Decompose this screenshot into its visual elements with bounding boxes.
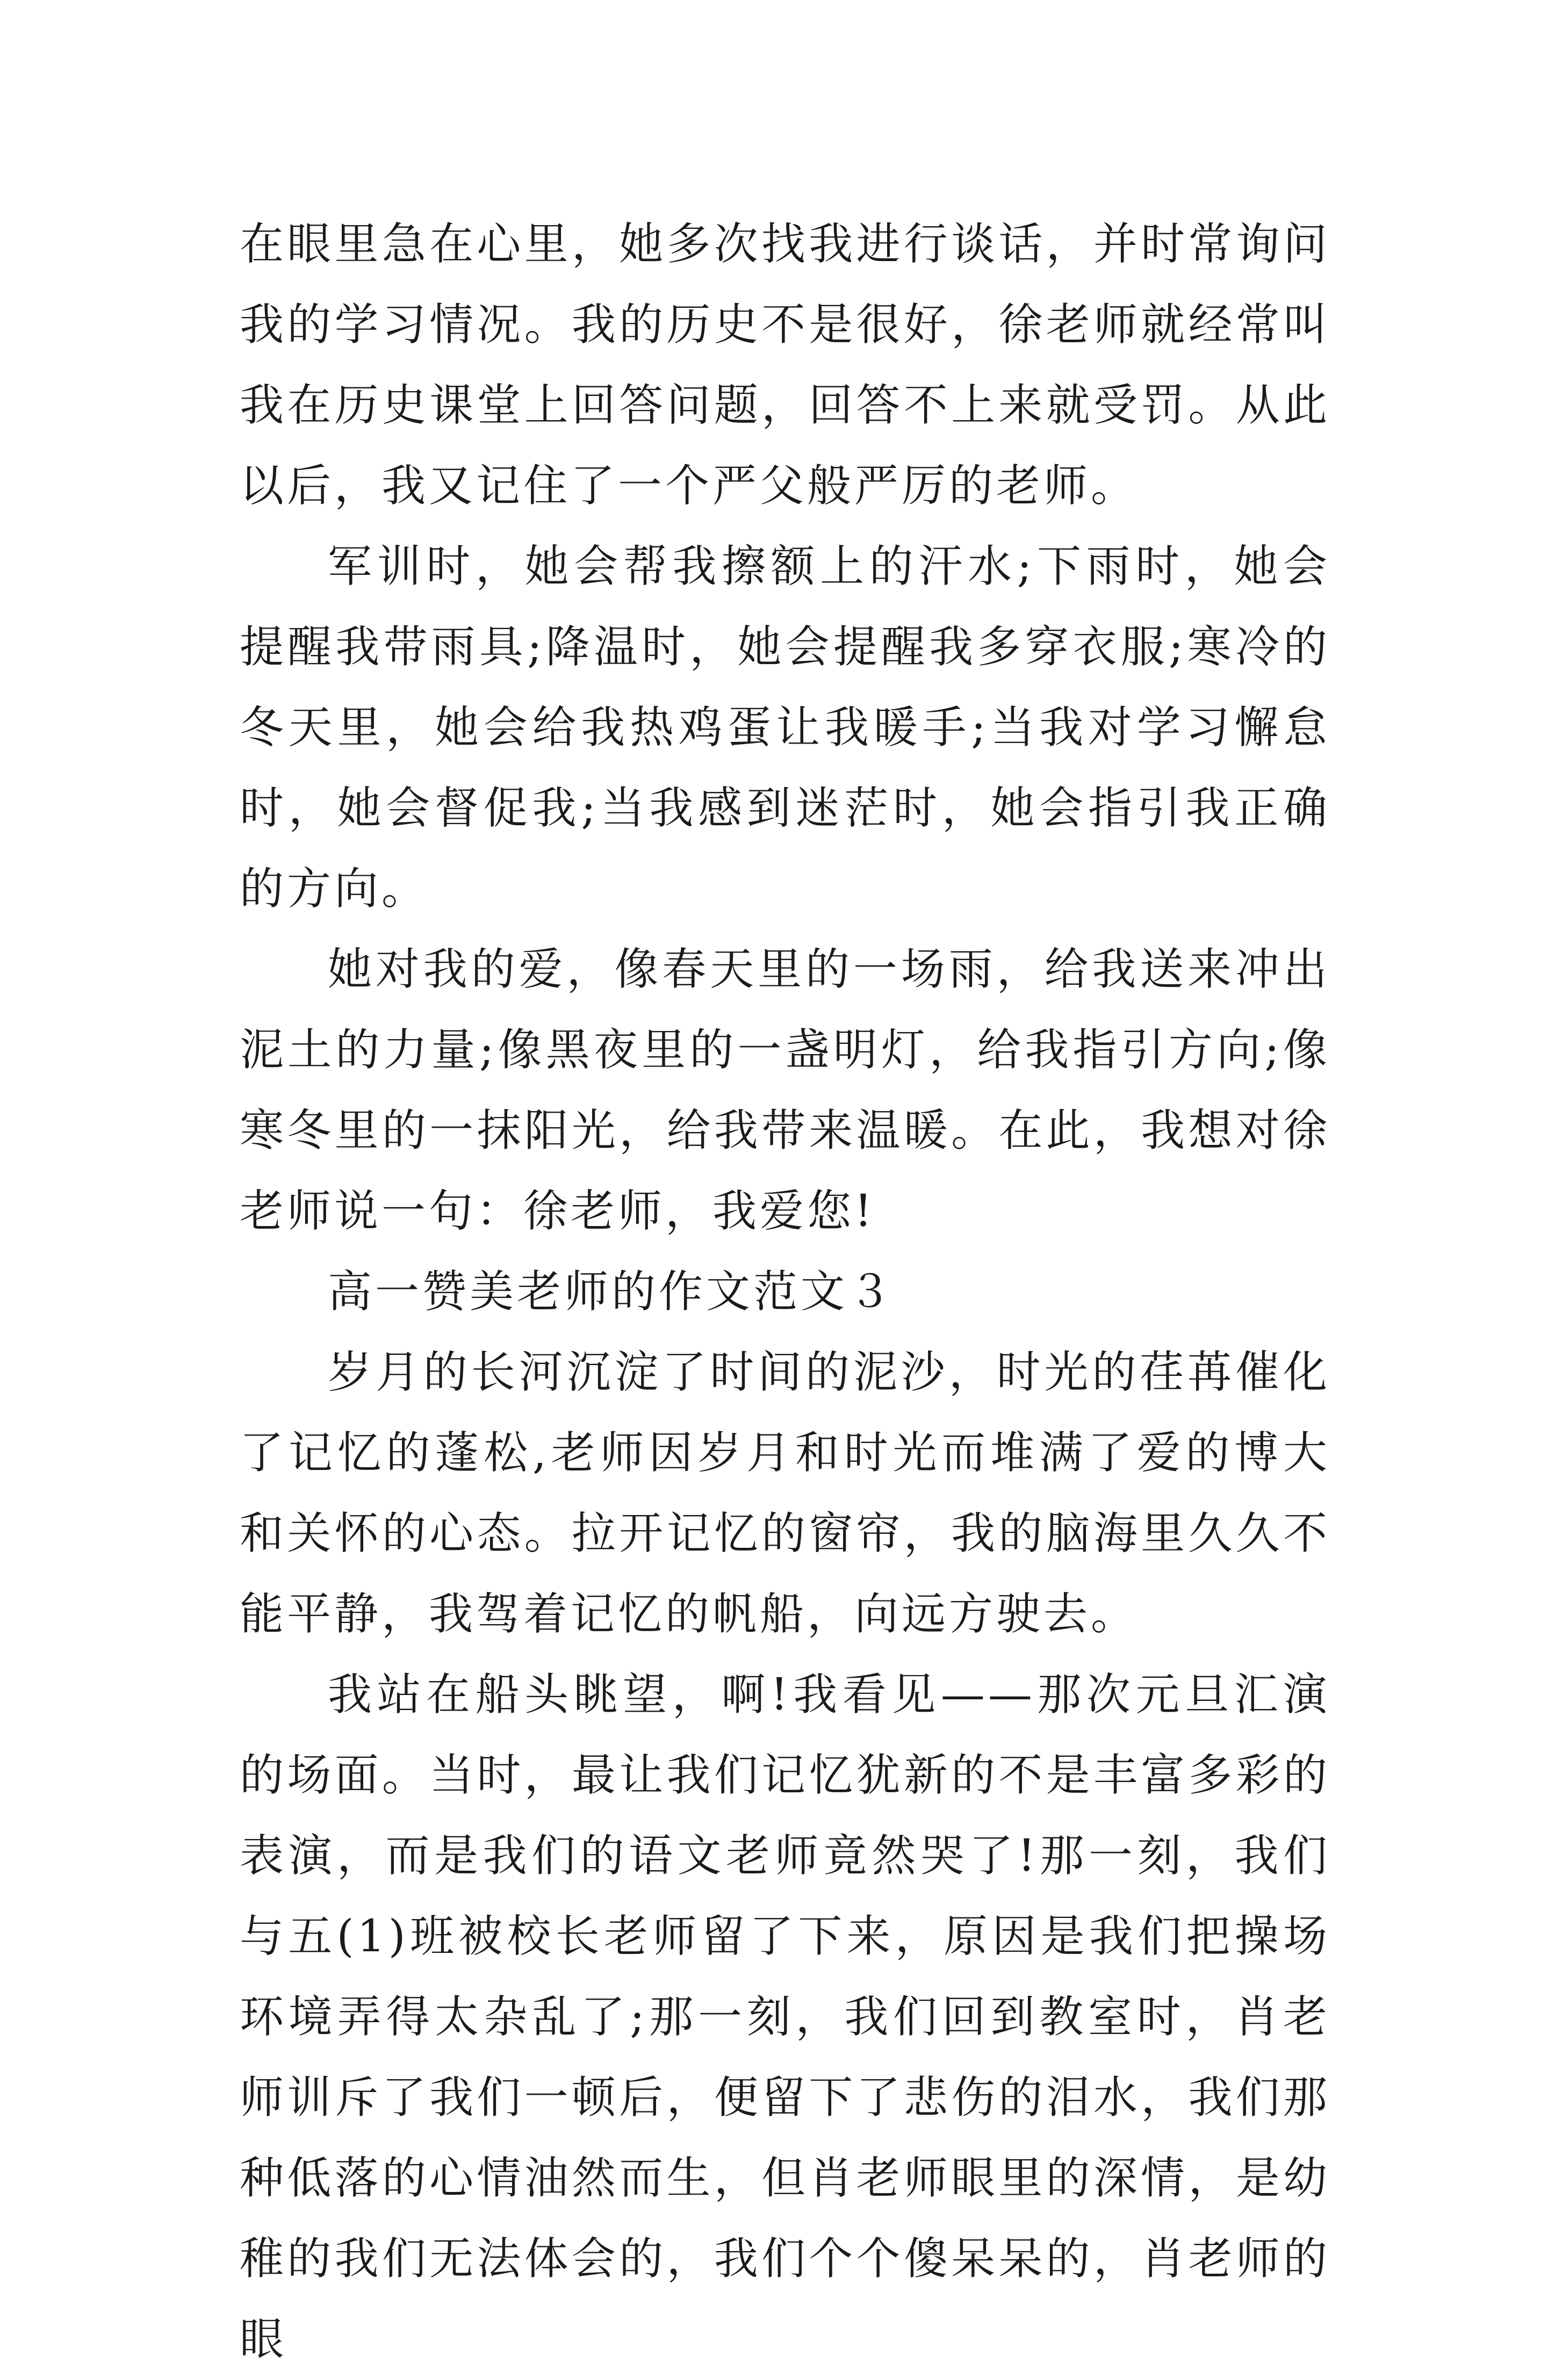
- document-body: [240, 204, 1330, 2380]
- section-heading: 高一赞美老师的作文范文３: [328, 1266, 896, 1317]
- paragraph-3: 她对我的爱，像春天里的一场雨，给我送来冲出泥土的力量;像黑夜里的一盏明灯，给我指引方向;像寒冬里的一抹阳光，给我带来温暖。在此，我想对徐老师说一句：徐老师，我爱您!: [240, 944, 1330, 1237]
- paragraph-5: 我站在船头眺望，啊!我看见——那次元旦汇演的场面。当时，最让我们记忆犹新的不是丰富多彩的表演，而是我们的语文老师竟然哭了!那一刻，我们与五(1)班被校长老师留了下来，原因是我们把操场环境弄得太杂乱了;那一刻，我们回到教室时，肖老师训斥了我们一顿后，便留下了悲伤的泪水，我们那种低落的心情油然而生，但肖老师眼里的深情，是幼稚的我们无法体会的，我们个个傻呆呆的，肖老师的眼: [240, 1669, 1330, 2365]
- paragraph-2: 军训时，她会帮我擦额上的汗水;下雨时，她会提醒我带雨具;降温时，她会提醒我多穿衣服;寒冷的冬天里，她会给我热鸡蛋让我暖手;当我对学习懈怠时，她会督促我;当我感到迷茫时，她会指引我正确的方向。: [240, 541, 1330, 914]
- paragraph-1: 在眼里急在心里，她多次找我进行谈话，并时常询问我的学习情况。我的历史不是很好，徐老师就经常叫我在历史课堂上回答问题，回答不上来就受罚。从此以后，我又记住了一个严父般严厉的老师。: [240, 219, 1330, 511]
- paragraph-4: 岁月的长河沉淀了时间的泥沙，时光的荏苒催化了记忆的蓬松,老师因岁月和时光而堆满了爱的博大和关怀的心态。拉开记忆的窗帘，我的脑海里久久不能平静，我驾着记忆的帆船，向远方驶去。: [240, 1347, 1330, 1640]
